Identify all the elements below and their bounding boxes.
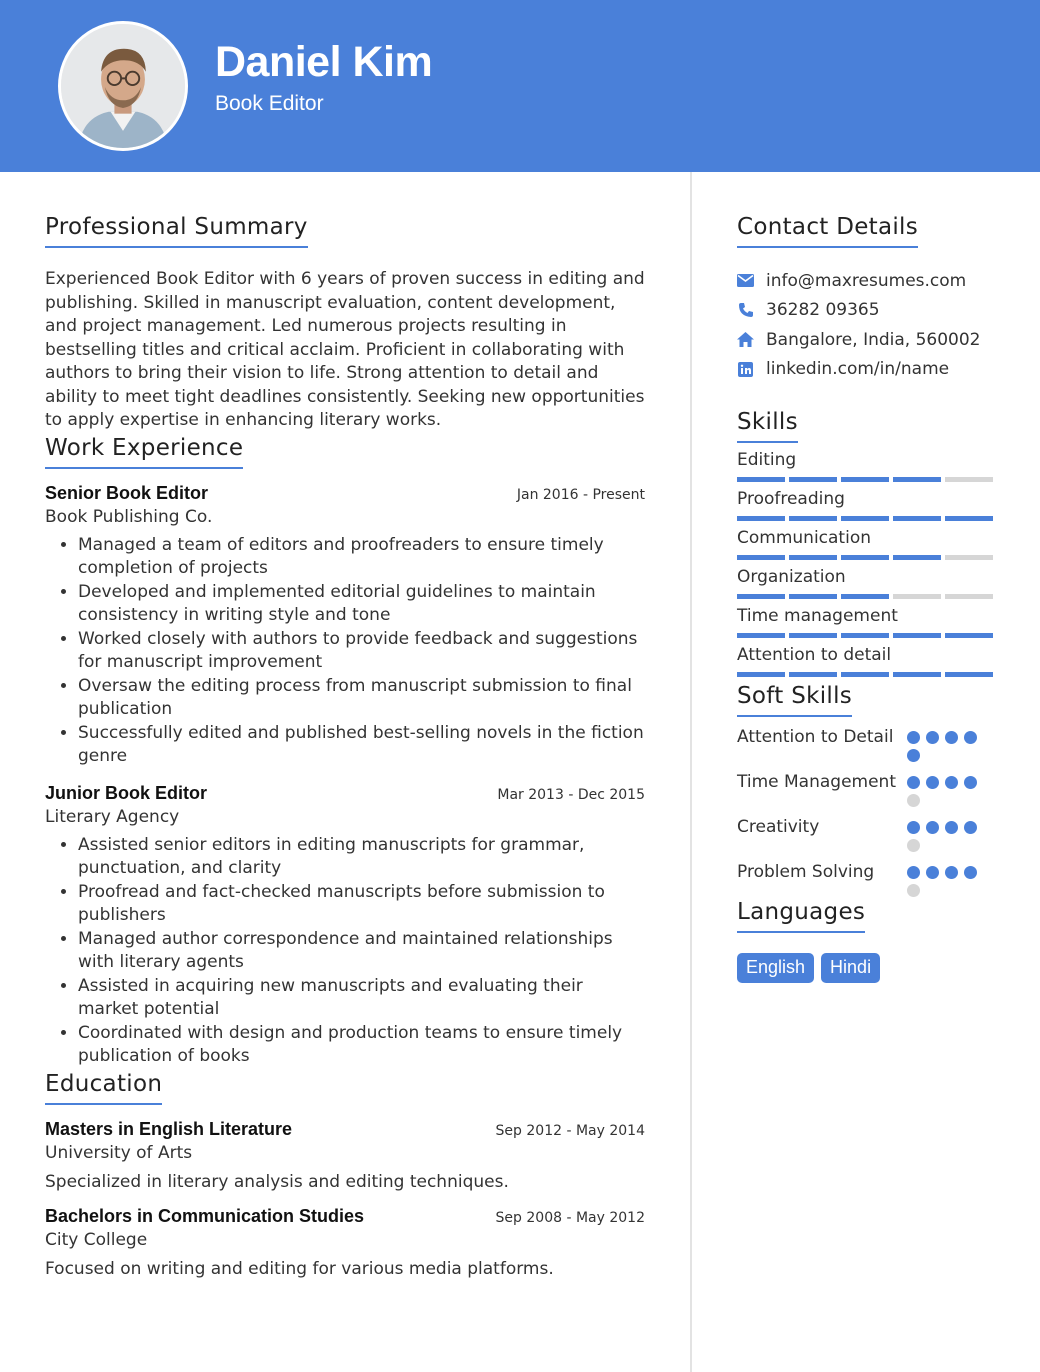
bullet-item: • Coordinated with design and production teams to ensure timely publication of books — [78, 1022, 645, 1069]
languages-heading: Languages — [737, 899, 865, 933]
education-section — [45, 1071, 645, 1279]
soft-skill-name: Time Management — [737, 772, 896, 792]
skill-level-bar — [737, 594, 997, 599]
education-date: Sep 2012 - May 2014 — [495, 1122, 645, 1139]
skill-item — [737, 450, 997, 482]
address-text: Bangalore, India, 560002 — [766, 329, 981, 350]
summary-heading: Professional Summary — [45, 214, 308, 248]
bullet-item: • Developed and implemented editorial guidelines to maintain consistency in writing style and tone — [78, 581, 645, 628]
rating-dot — [907, 884, 920, 897]
skill-level-segment — [945, 477, 993, 482]
skill-level-bar — [737, 477, 997, 482]
rating-dot — [907, 866, 920, 879]
skill-level-segment — [737, 516, 785, 521]
contact-heading: Contact Details — [737, 214, 918, 248]
job-bullets — [45, 534, 645, 769]
soft-skill-item — [737, 815, 997, 852]
skill-level-segment — [841, 594, 889, 599]
rating-dot — [907, 731, 920, 744]
education-entry — [45, 1119, 645, 1192]
skill-level-segment — [737, 555, 785, 560]
skill-level-segment — [789, 477, 837, 482]
education-description: Focused on writing and editing for various media platforms. — [45, 1258, 554, 1279]
skills-list — [737, 450, 997, 677]
skill-level-segment — [893, 516, 941, 521]
rating-dot — [964, 866, 977, 879]
candidate-role: Book Editor — [215, 92, 324, 115]
school-name: City College — [45, 1229, 148, 1250]
rating-dot — [907, 749, 920, 762]
rating-dot — [945, 821, 958, 834]
rating-dot — [907, 839, 920, 852]
soft-skill-rating — [907, 770, 983, 807]
column-divider — [690, 172, 692, 1372]
skill-level-segment — [945, 633, 993, 638]
contact-section — [737, 214, 997, 384]
rating-dot — [945, 776, 958, 789]
rating-dot — [945, 866, 958, 879]
language-tag: Hindi — [821, 953, 880, 983]
soft-skill-item — [737, 770, 997, 807]
contact-email[interactable] — [737, 266, 997, 296]
rating-dot — [907, 794, 920, 807]
soft-skill-item — [737, 860, 997, 897]
skill-name: Proofreading — [737, 489, 845, 509]
envelope-icon — [737, 272, 754, 289]
skill-item — [737, 606, 997, 638]
skill-level-bar — [737, 633, 997, 638]
experience-heading: Work Experience — [45, 435, 243, 469]
summary-text: Experienced Book Editor with 6 years of proven success in editing and publishing. Skilled in manuscript evaluation, content development, and project management. Led numerous projects resulting in bestselling titles and critical acclaim. Proficient in collaborating with authors to bring their vision to life. Strong attention to detail and ability to meet tight deadlines consistently. Seeking new opportunities to apply expertise in enhancing literary works. — [45, 269, 645, 430]
skill-level-segment — [893, 555, 941, 560]
skill-level-segment — [841, 633, 889, 638]
job-entry — [45, 783, 645, 1069]
phone-text: 36282 09365 — [766, 300, 880, 321]
skill-name: Communication — [737, 528, 871, 548]
skill-level-segment — [893, 672, 941, 677]
bullet-item: • Managed author correspondence and maintained relationships with literary agents — [78, 928, 645, 975]
candidate-name: Daniel Kim — [215, 38, 433, 86]
job-bullets — [45, 834, 645, 1069]
skill-level-segment — [945, 672, 993, 677]
bullet-item: • Oversaw the editing process from manuscript submission to final publication — [78, 675, 645, 722]
rating-dot — [926, 731, 939, 744]
rating-dot — [945, 731, 958, 744]
skills-section — [737, 409, 997, 677]
email-text: info@maxresumes.com — [766, 270, 967, 291]
bullet-item: • Managed a team of editors and proofreaders to ensure timely completion of projects — [78, 534, 645, 581]
job-title: Senior Book Editor — [45, 482, 209, 503]
contact-address — [737, 325, 997, 355]
skill-name: Organization — [737, 567, 846, 587]
education-date: Sep 2008 - May 2012 — [495, 1209, 645, 1226]
resume-header — [0, 0, 1040, 172]
skill-level-segment — [893, 477, 941, 482]
contact-phone[interactable] — [737, 296, 997, 326]
skill-level-segment — [841, 477, 889, 482]
phone-icon — [737, 302, 754, 319]
main-column — [45, 214, 645, 1279]
skill-level-segment — [841, 555, 889, 560]
job-organization: Literary Agency — [45, 806, 180, 827]
soft-skill-rating — [907, 815, 983, 852]
soft-skill-item — [737, 725, 997, 762]
rating-dot — [926, 821, 939, 834]
skill-level-segment — [737, 672, 785, 677]
skill-level-segment — [789, 555, 837, 560]
linkedin-text: linkedin.com/in/name — [766, 359, 950, 380]
skill-name: Time management — [737, 606, 898, 626]
job-title: Junior Book Editor — [45, 782, 207, 803]
skill-level-segment — [893, 594, 941, 599]
skill-item — [737, 489, 997, 521]
bullet-item: • Worked closely with authors to provide feedback and suggestions for manuscript improvement — [78, 628, 645, 675]
skill-level-segment — [893, 633, 941, 638]
soft-skill-name: Attention to Detail — [737, 727, 894, 747]
skill-level-segment — [945, 555, 993, 560]
rating-dot — [926, 776, 939, 789]
languages-section — [737, 899, 997, 983]
skill-level-bar — [737, 555, 997, 560]
rating-dot — [964, 731, 977, 744]
contact-linkedin[interactable] — [737, 355, 997, 385]
bullet-item: • Proofread and fact-checked manuscripts before submission to publishers — [78, 881, 645, 928]
skill-level-segment — [737, 477, 785, 482]
profile-photo — [58, 21, 188, 151]
skill-level-segment — [841, 672, 889, 677]
skill-level-bar — [737, 672, 997, 677]
bullet-item: • Assisted senior editors in editing manuscripts for grammar, punctuation, and clarity — [78, 834, 645, 881]
skill-level-segment — [945, 516, 993, 521]
summary-section — [45, 214, 645, 433]
skill-level-bar — [737, 516, 997, 521]
skill-level-segment — [737, 633, 785, 638]
skill-item — [737, 528, 997, 560]
rating-dot — [926, 866, 939, 879]
experience-section — [45, 435, 645, 1069]
home-icon — [737, 331, 754, 348]
skill-level-segment — [789, 516, 837, 521]
soft-skills-section — [737, 683, 997, 897]
soft-skills-list — [737, 725, 997, 897]
bullet-item: • Assisted in acquiring new manuscripts and evaluating their market potential — [78, 975, 645, 1022]
rating-dot — [907, 821, 920, 834]
linkedin-icon — [737, 361, 754, 378]
education-heading: Education — [45, 1071, 162, 1105]
job-entry — [45, 483, 645, 769]
person-avatar-icon — [61, 24, 185, 148]
job-date: Mar 2013 - Dec 2015 — [497, 786, 645, 803]
skill-name: Editing — [737, 450, 797, 470]
soft-skills-heading: Soft Skills — [737, 683, 852, 717]
skill-level-segment — [841, 516, 889, 521]
skill-level-segment — [945, 594, 993, 599]
skill-level-segment — [789, 633, 837, 638]
languages-list — [737, 953, 997, 983]
language-tag: English — [737, 953, 814, 983]
skill-name: Attention to detail — [737, 645, 892, 665]
skill-item — [737, 567, 997, 599]
soft-skill-name: Creativity — [737, 817, 820, 837]
skill-item — [737, 645, 997, 677]
rating-dot — [964, 821, 977, 834]
skills-heading: Skills — [737, 409, 798, 443]
soft-skill-rating — [907, 725, 983, 762]
skill-level-segment — [789, 672, 837, 677]
job-date: Jan 2016 - Present — [516, 486, 645, 503]
bullet-item: • Successfully edited and published best-selling novels in the fiction genre — [78, 722, 645, 769]
rating-dot — [907, 776, 920, 789]
soft-skill-rating — [907, 860, 983, 897]
soft-skill-name: Problem Solving — [737, 862, 875, 882]
skill-level-segment — [789, 594, 837, 599]
school-name: University of Arts — [45, 1142, 193, 1163]
job-organization: Book Publishing Co. — [45, 506, 213, 527]
degree-title: Bachelors in Communication Studies — [45, 1205, 365, 1226]
degree-title: Masters in English Literature — [45, 1118, 293, 1139]
education-description: Specialized in literary analysis and editing techniques. — [45, 1171, 509, 1192]
contact-list — [737, 266, 997, 384]
skill-level-segment — [737, 594, 785, 599]
rating-dot — [964, 776, 977, 789]
education-entry — [45, 1206, 645, 1279]
sidebar-column — [737, 214, 997, 983]
